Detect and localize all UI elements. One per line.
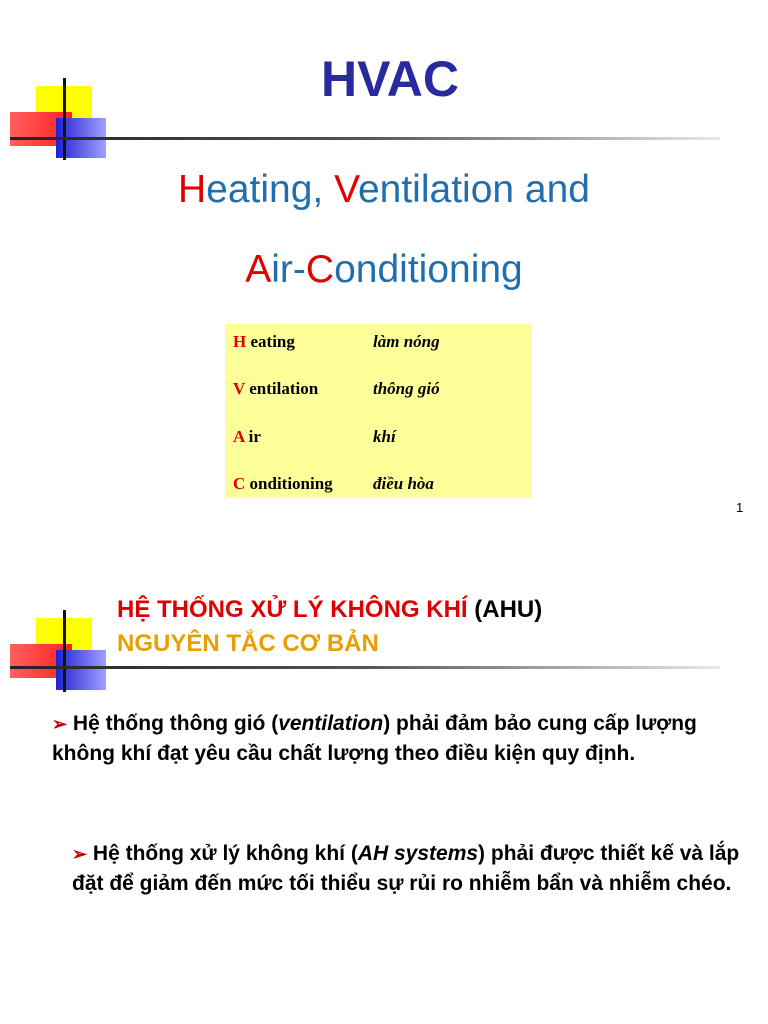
glossary-table [225, 324, 532, 498]
section-subheading: NGUYÊN TẮC CƠ BẢN [117, 630, 379, 657]
bullet-arrow-icon: ➢ [72, 844, 88, 864]
bullet-arrow-icon: ➢ [52, 714, 68, 734]
subtitle-line-1: Heating, Ventilation and [177, 168, 590, 211]
table-row: C onditioning điều hòa [233, 474, 434, 493]
table-row: A ir khí [233, 427, 396, 446]
page-number: 1 [736, 500, 744, 515]
divider-line [10, 666, 720, 669]
bullet-paragraph-1: ➢ Hệ thống thông gió (ventilation) phải đảm bảo cung cấp lượng không khí đạt yêu cầu chất lượng theo điều kiện quy định. [52, 712, 697, 765]
bullet-paragraph-2: ➢ Hệ thống xử lý không khí (AH systems) phải được thiết kế và lắp đặt để giảm đến mức tối thiểu sự rủi ro nhiễm bẩn và nhiễm chéo. [72, 842, 740, 895]
page-title: HVAC [321, 51, 459, 107]
subtitle-line-2: Air-Conditioning [245, 248, 523, 291]
slide-2 [0, 560, 768, 1024]
table-row: V entilation thông gió [233, 379, 440, 398]
divider-line [10, 137, 720, 140]
table-row: H eating làm nóng [233, 332, 440, 351]
section-heading: HỆ THỐNG XỬ LÝ KHÔNG KHÍ (AHU) [117, 596, 543, 623]
